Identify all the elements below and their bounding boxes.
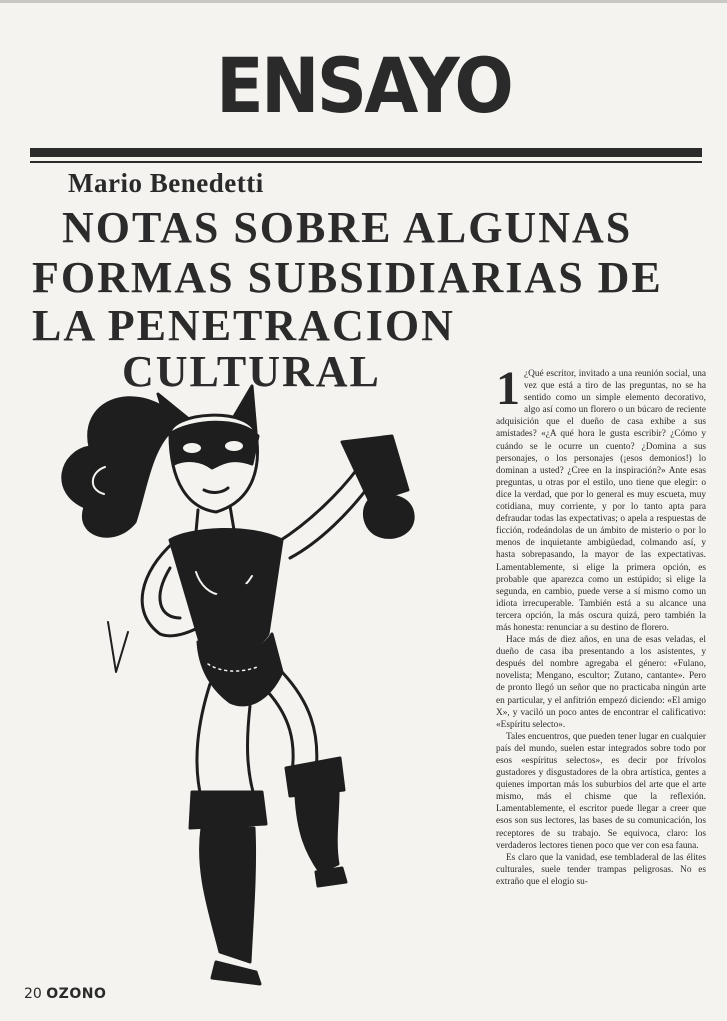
headline-line-4: CULTURAL (122, 347, 381, 396)
masked-heroine-illustration (20, 372, 490, 997)
headline-line-3: LA PENETRACION (32, 301, 455, 350)
article-paragraph (496, 368, 706, 634)
author-name: Mario Benedetti (68, 168, 264, 198)
article-paragraph: Es claro que la vanidad, ese tembladeral de las élites culturales, suele tender trampas peligrosas. No es extraño que el elogio su- (496, 852, 706, 887)
top-edge-line (0, 0, 727, 3)
drop-cap: 1 (496, 368, 520, 415)
article-paragraph: Hace más de diez años, en una de esas veladas, el dueño de casa iba presentando a los asistentes, y después del nombre agregaba el género: «Fulano, novelista; Mengano, escultor; Zutano, cantante». Pero de pronto llegó un señor que no practicaba ningún arte en particular, y el anfitrión empezó diciendo: «El amigo X», y vaciló un poco antes de encontrar el calificativo: «Espíritu selecto». (496, 635, 706, 730)
section-title: ENSAYO (215, 41, 512, 130)
headline-line-1: NOTAS SOBRE ALGUNAS (62, 203, 633, 252)
header-rule-thick (30, 148, 702, 157)
page-number: 20 (24, 986, 42, 1002)
article-paragraph-text: ¿Qué escritor, invitado a una reunión social, una vez que está a tiro de las preguntas, no se ha sentido como un simple elemento decorativo, algo así como un florero o un búcaro de reciente adquisición que el dueño de casa exhibe a sus amistades? «¿A qué hora le gusta escribir? ¿Cómo y cuándo se le ocurre un cuento? ¿Domina a sus personajes, o los personajes (¡esos demonios!) lo dominan a usted? ¿Cree en la inspiración?» Ante esas preguntas, u otras por el estilo, uno tiene que elegir: o dice la verdad, que por lo general es muy escueta, muy cotidiana, muy corriente, y por lo tanto apta para defraudar todas las expectativas; o apela a respuestas de ficción, rodeándolas de un ámbito de misterio o por lo menos de inquietante ambigüedad, colmando así, y hasta sobrepasando, la mayor de las expectativas. Lamentablemente, si elige la primera opción, es probable que aparezca como un estúpido; si elige la segunda, en cambio, puede verse a sí mismo como un idiota irrecuperable. También está a su alcance una tercera opción, la más oscura quizá, pero también la más honesta: renunciar a su destino de florero. (496, 369, 706, 633)
article-body (496, 368, 706, 980)
magazine-name: OZONO (46, 986, 107, 1002)
page-footer (24, 986, 106, 1002)
header-rule-thin (30, 161, 702, 163)
article-paragraph: Tales encuentros, que pueden tener lugar en cualquier país del mundo, suelen estar integrados sobre todo por esos «espíritus selectos», es decir por frívolos gustadores y disgustadores de la obra artística, gentes a quienes importan más los suburbios del arte que el arte mismo, más el chisme que la reflexión. Lamentablemente, el escritor puede llegar a creer que esos son sus lectores, las bases de su comunicación, los receptores de su trabajo. Se equivoca, claro: los verdaderos lectores tienen poco que ver con esa fauna. (496, 731, 706, 851)
headline-line-2: FORMAS SUBSIDIARIAS DE (32, 253, 663, 302)
